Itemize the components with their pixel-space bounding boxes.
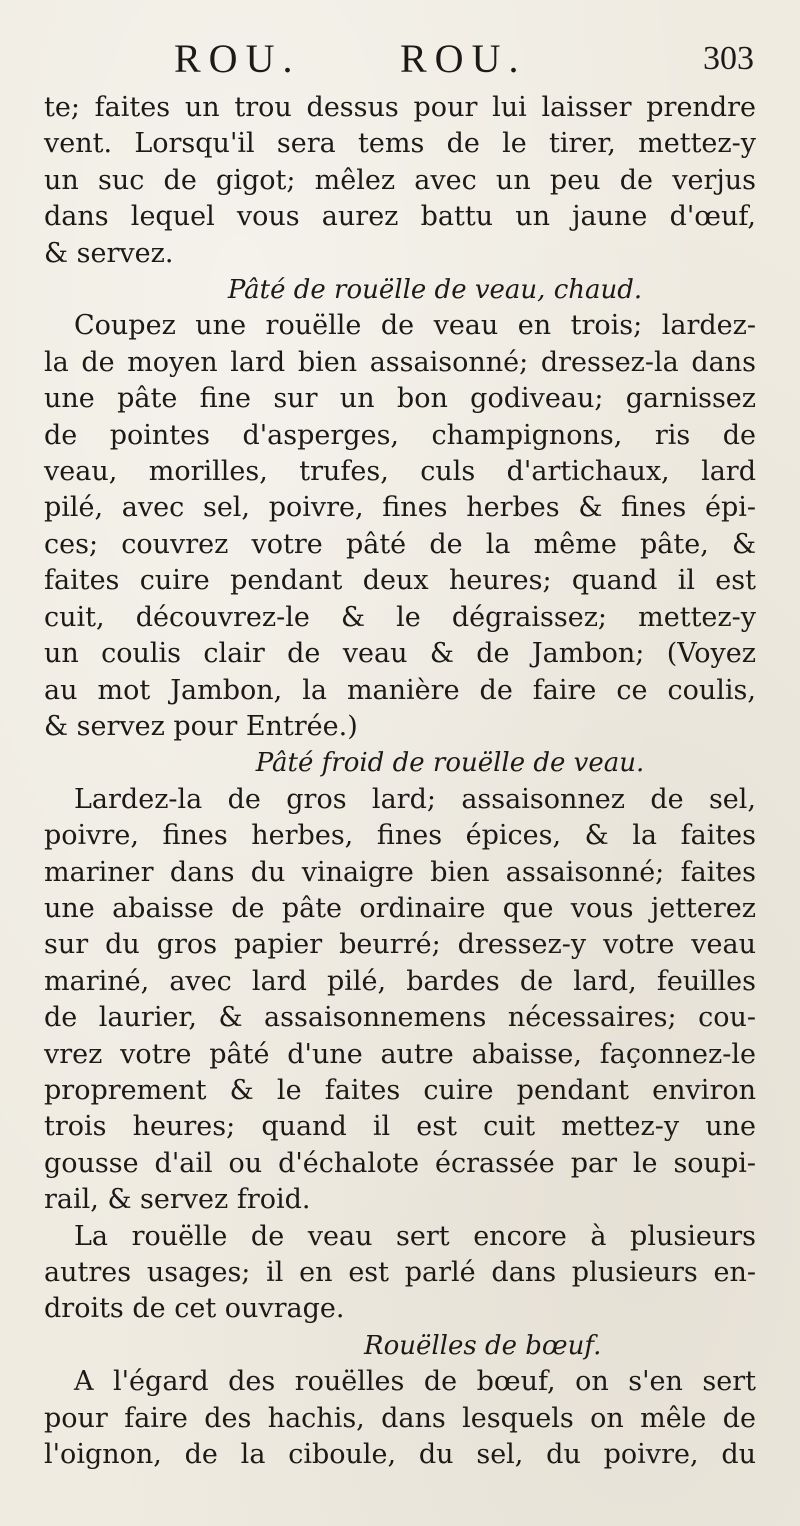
paragraph-other-uses: [44, 1219, 756, 1328]
text-line: & servez.: [44, 237, 174, 269]
text-line: poivre, fines herbes, fines épices, & la faites: [44, 820, 756, 852]
text-line: vrez votre pâté d'une autre abaisse, façonnez-le: [44, 1038, 756, 1070]
text-line: de laurier, & assaisonnemens nécessaires; cou-: [44, 1002, 756, 1034]
text-line: gousse d'ail ou d'échalote écrassée par le soupi-: [44, 1147, 756, 1179]
text-line: Coupez une rouëlle de veau en trois; lardez-: [74, 310, 756, 342]
text-line: A l'égard des rouëlles de bœuf, on s'en sert: [74, 1366, 756, 1398]
text-line: sur du gros papier beurré; dressez-y votre veau: [44, 929, 756, 961]
section-heading: Pâté de rouëlle de veau, chaud.: [227, 275, 643, 306]
running-head: [44, 28, 756, 90]
text-line: La rouëlle de veau sert encore à plusieurs: [74, 1220, 756, 1252]
continued-paragraph: [44, 90, 756, 272]
text-line: rail, & servez froid.: [44, 1184, 311, 1216]
text-line: Lardez-la de gros lard; assaisonnez de sel,: [74, 783, 756, 815]
recipe-section-pate-chaud: [44, 272, 756, 745]
text-line: une pâte fine sur un bon godiveau; garnissez: [44, 383, 756, 415]
text-line: de pointes d'asperges, champignons, ris de: [44, 419, 756, 451]
page-number: 303: [703, 40, 754, 77]
text-line: la de moyen lard bien assaisonné; dressez-la dans: [44, 346, 756, 378]
text-line: un coulis clair de veau & de Jambon; (Voyez: [44, 638, 756, 670]
text-line: un suc de gigot; mêlez avec un peu de verjus: [44, 164, 756, 196]
text-line: mariné, avec lard pilé, bardes de lard, feuilles: [44, 965, 756, 997]
text-line: faites cuire pendant deux heures; quand il est: [44, 565, 756, 597]
text-line: dans lequel vous aurez battu un jaune d'œuf,: [44, 201, 756, 233]
text-line: pilé, avec sel, poivre, fines herbes & fines épi-: [44, 492, 756, 524]
section-heading: Pâté froid de rouëlle de veau.: [255, 748, 645, 779]
recipe-section-rouelles-boeuf: [44, 1328, 756, 1474]
text-line: proprement & le faites cuire pendant environ: [44, 1074, 756, 1106]
recipe-section-pate-froid: [44, 745, 756, 1218]
text-line: autres usages; il en est parlé dans plusieurs en-: [44, 1257, 756, 1288]
text-line: une abaisse de pâte ordinaire que vous jetterez: [44, 892, 756, 924]
text-line: pour faire des hachis, dans lesquels on mêle de: [44, 1402, 756, 1434]
text-line: cuit, découvrez-le & le dégraissez; mettez-y: [44, 601, 756, 633]
text-line: l'oignon, de la ciboule, du sel, du poivre, du: [44, 1439, 756, 1471]
running-head-right: ROU.: [400, 36, 527, 81]
text-line: droits de cet ouvrage.: [44, 1293, 345, 1325]
running-head-left: ROU.: [174, 36, 301, 81]
text-line: veau, morilles, trufes, culs d'artichaux, lard: [44, 456, 756, 488]
section-heading: Rouëlles de bœuf.: [364, 1330, 602, 1361]
text-line: au mot Jambon, la manière de faire ce coulis,: [44, 674, 756, 706]
text-line: ces; couvrez votre pâté de la même pâte, &: [44, 528, 756, 560]
text-line: vent. Lorsqu'il sera tems de le tirer, mettez-y: [44, 128, 756, 160]
text-line: & servez pour Entrée.): [44, 710, 358, 742]
text-line: trois heures; quand il est cuit mettez-y une: [44, 1111, 756, 1143]
text-line: te; faites un trou dessus pour lui laisser prendre: [44, 92, 756, 123]
text-line: mariner dans du vinaigre bien assaisonné; faites: [44, 856, 756, 888]
